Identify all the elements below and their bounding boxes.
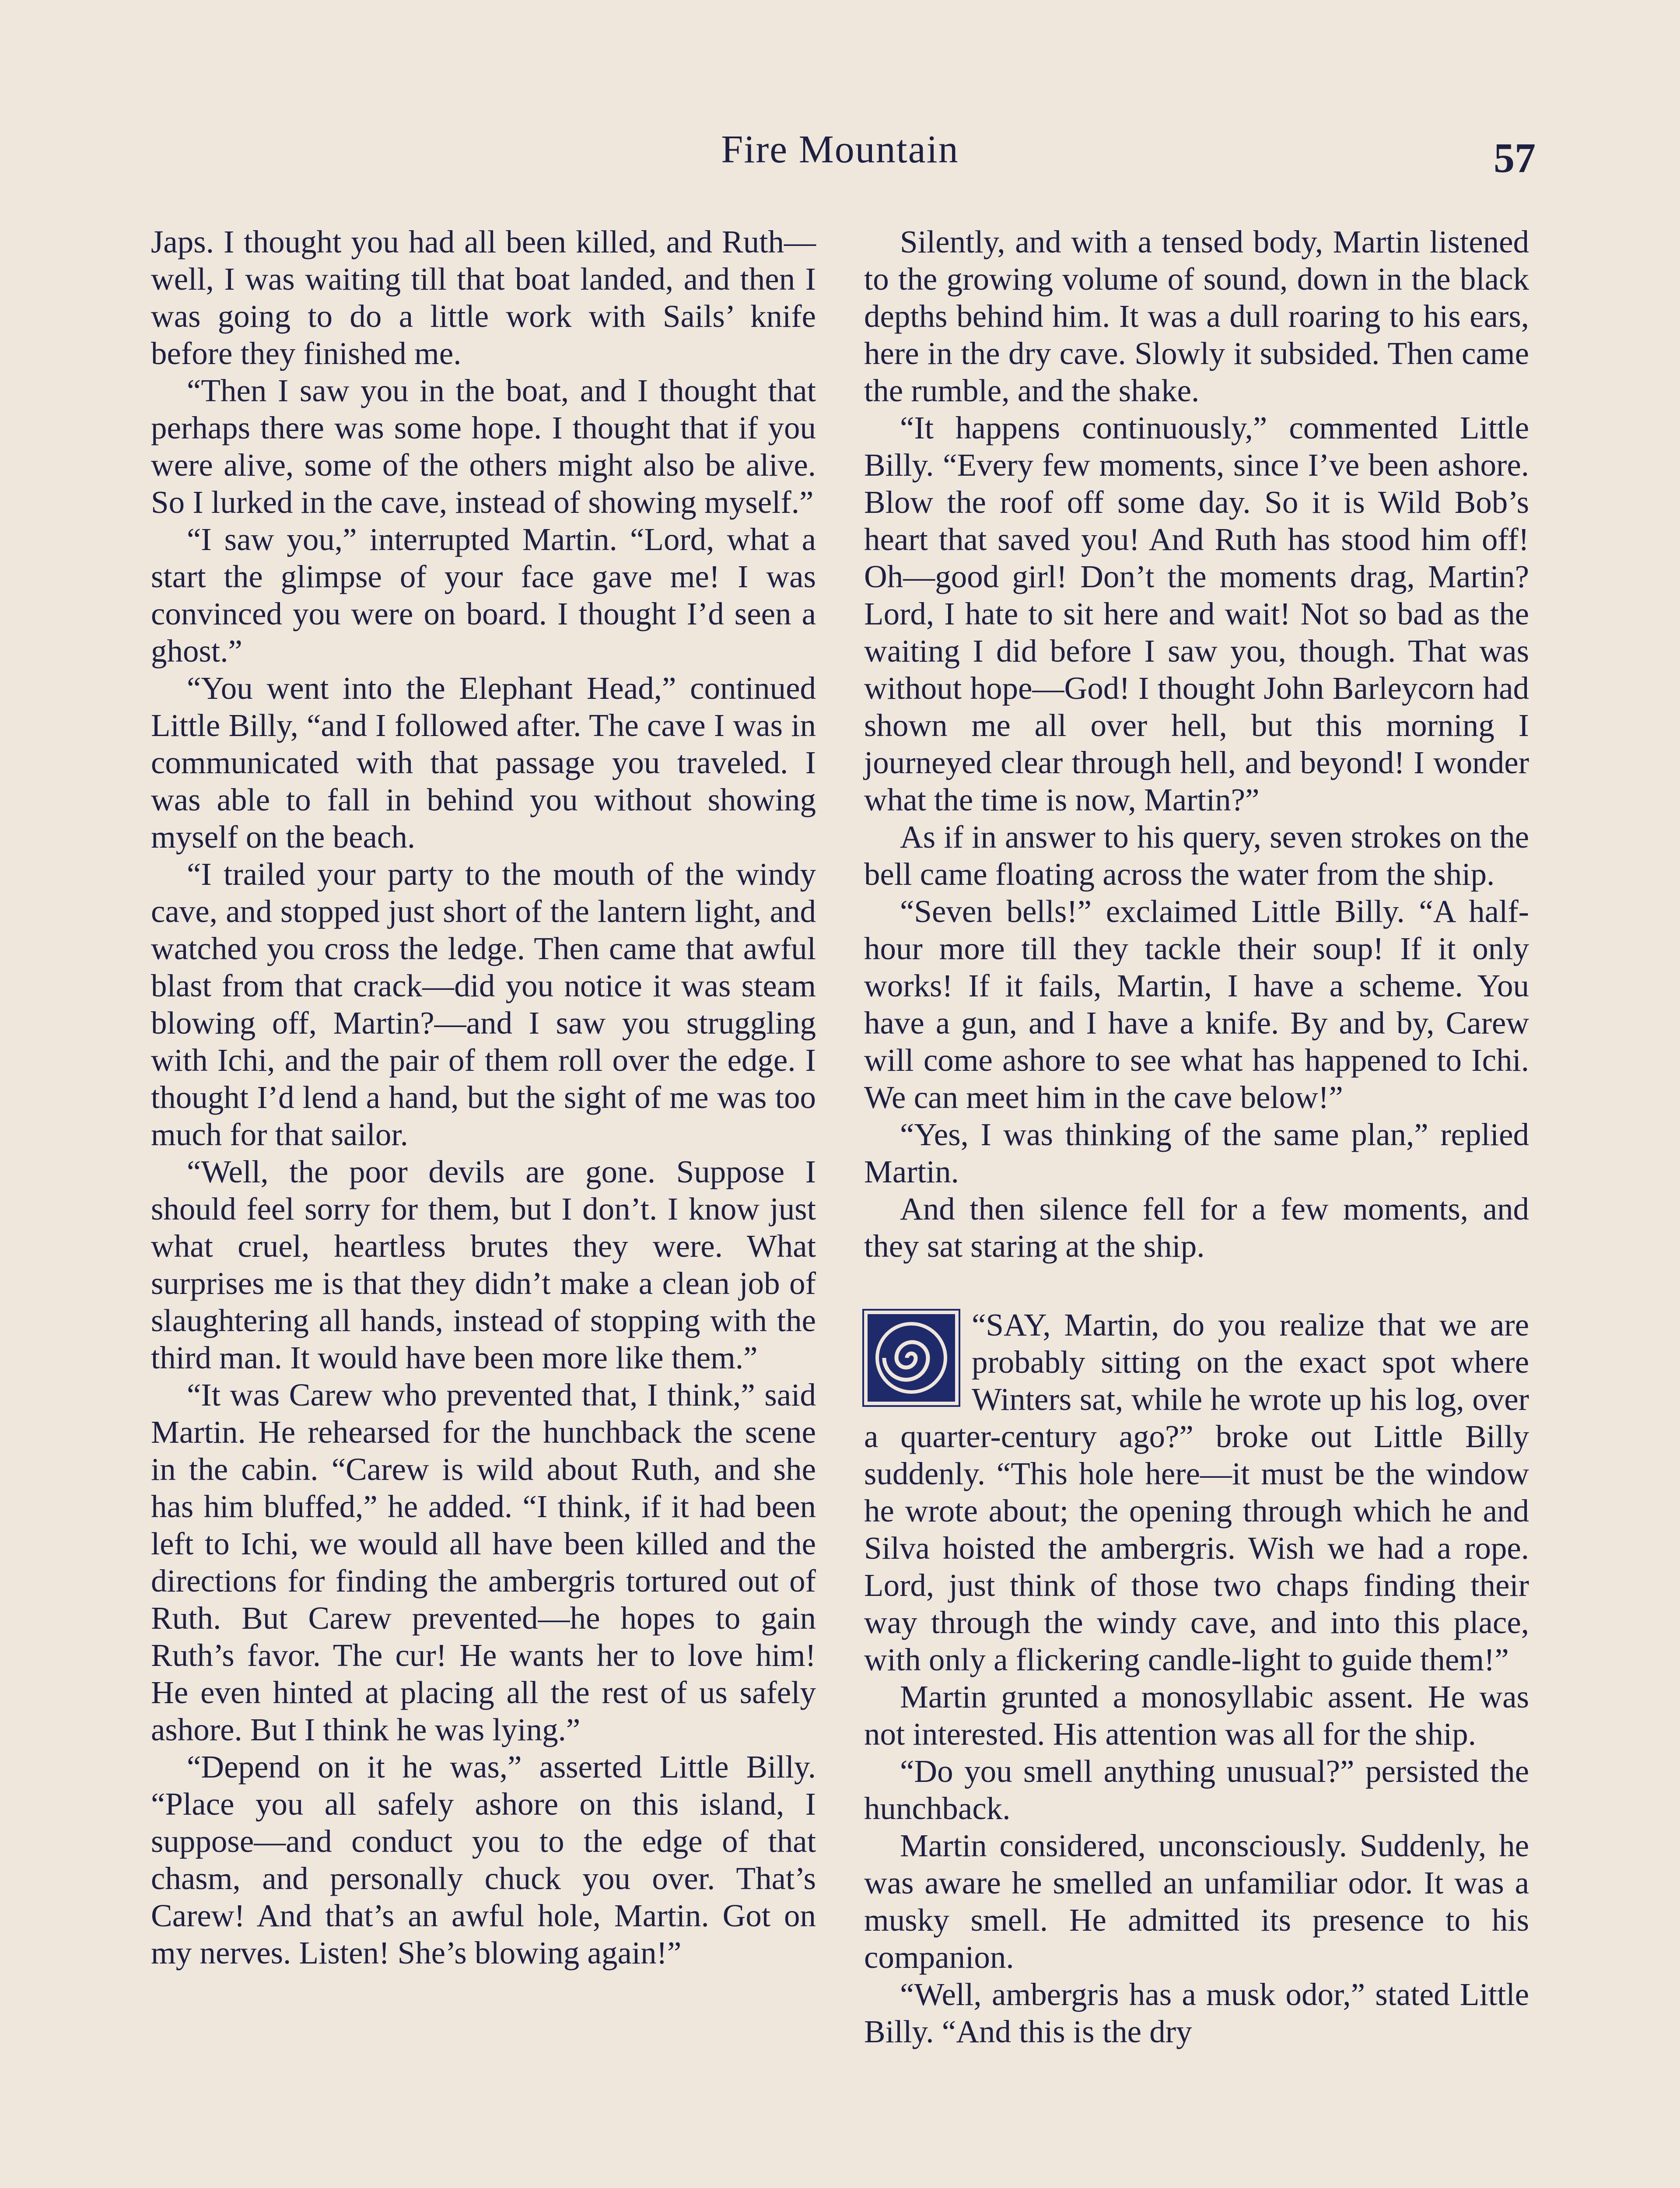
spiral-ornament-icon [864, 1311, 959, 1405]
paragraph: “Well, the poor devils are gone. Suppose I should feel sorry for them, but I don’t. I know just what cruel, heartless brutes they were. What surprises me is that they didn’t make a clean job of slaughtering all hands, instead of stopping with the third man. It would have been more like them.” [151, 1154, 816, 1375]
paragraph: “It happens continuously,” commented Little Billy. “Every few moments, since I’ve been ashore. Blow the roof off some day. So it is Wild Bob’s heart that saved you! And Ruth has stood him off! Oh—good girl! Don’t the moments drag, Martin? Lord, I hate to sit here and wait! Not so bad as the waiting I did before I saw you, though. That was without hope—God! I thought John Barleycorn had shown me all over hell, but this morning I journeyed clear through hell, and beyond! I wonder what the time is now, Martin?” [864, 410, 1529, 817]
paragraph: “Depend on it he was,” asserted Little Billy. “Place you all safely ashore on this island, I suppose—and conduct you to the edge of that chasm, and personally chuck you over. That’s Carew! And that’s an awful hole, Martin. Got on my nerves. Listen! She’s blowing again!” [151, 1749, 816, 1971]
paragraph: “Do you smell anything unusual?” persisted the hunchback. [864, 1753, 1529, 1826]
section-first-paragraph-text: “SAY, Martin, do you realize that we are probably sitting on the exact spot where Winters sat, while he wrote up his log, over a quarter-century ago?” broke out Little Billy suddenly. “This hole here—it must be the window he wrote about; the opening through which he and Silva hoisted the ambergris. Wish we had a rope. Lord, just think of those two chaps finding their way through the windy cave, and into this place, with only a flickering candle-light to guide them!” [864, 1307, 1529, 1677]
paragraph: “Well, ambergris has a musk odor,” stated Little Billy. “And this is the dry [864, 1977, 1529, 2049]
paragraph: “I trailed your party to the mouth of the windy cave, and stopped just short of the lantern light, and watched you cross the ledge. Then came that awful blast from that crack—did you notice it was steam blowing off, Martin?—and I saw you struggling with Ichi, and the pair of them roll over the edge. I thought I’d lend a hand, but the sight of me was too much for that sailor. [151, 856, 816, 1152]
left-column [151, 223, 816, 1971]
paragraph: Martin grunted a monosyllabic assent. He was not interested. His attention was all for the ship. [864, 1679, 1529, 1752]
paragraph: “It was Carew who prevented that, I think,” said Martin. He rehearsed for the hunchback the scene in the cabin. “Carew is wild about Ruth, and she has him bluffed,” he added. “I think, if it had been left to Ichi, we would all have been killed and the directions for finding the ambergris tortured out of Ruth. But Carew prevented—he hopes to gain Ruth’s favor. The cur! He wants her to love him! He even hinted at placing all the rest of us safely ashore. But I think he was lying.” [151, 1377, 816, 1747]
paragraph: Japs. I thought you had all been killed, and Ruth—well, I was waiting till that boat landed, and then I was going to do a little work with Sails’ knife before they finished me. [151, 224, 816, 371]
right-column [864, 223, 1529, 2050]
paragraph: “I saw you,” interrupted Martin. “Lord, what a start the glimpse of your face gave me! I was convinced you were on board. I thought I’d seen a ghost.” [151, 522, 816, 669]
paragraph: “Then I saw you in the boat, and I thought that perhaps there was some hope. I thought that if you were alive, some of the others might also be alive. So I lurked in the cave, instead of showing myself.” [151, 373, 816, 520]
section-start-paragraph [864, 1306, 1529, 1678]
running-title: Fire Mountain [721, 128, 959, 171]
paragraph: “You went into the Elephant Head,” continued Little Billy, “and I followed after. The cave I was in communicated with that passage you traveled. I was able to fall in behind you without showing myself on the beach. [151, 670, 816, 855]
paragraph: “Yes, I was thinking of the same plan,” replied Martin. [864, 1117, 1529, 1189]
paragraph: Martin considered, unconsciously. Suddenly, he was aware he smelled an unfamiliar odor. It was a musky smell. He admitted its presence to his companion. [864, 1828, 1529, 1975]
paragraph: And then silence fell for a few moments, and they sat staring at the ship. [864, 1191, 1529, 1264]
paragraph: Silently, and with a tensed body, Martin listened to the growing volume of sound, down in the black depths behind him. It was a dull roaring to his ears, here in the dry cave. Slowly it subsided. Then came the rumble, and the shake. [864, 224, 1529, 408]
paragraph: “Seven bells!” exclaimed Little Billy. “A half-hour more till they tackle their soup! If it only works! If it fails, Martin, I have a scheme. You have a gun, and I have a knife. By and by, Carew will come ashore to see what has happened to Ichi. We can meet him in the cave below!” [864, 894, 1529, 1115]
page-number: 57 [1494, 134, 1536, 181]
paragraph: As if in answer to his query, seven strokes on the bell came floating across the water from the ship. [864, 819, 1529, 892]
